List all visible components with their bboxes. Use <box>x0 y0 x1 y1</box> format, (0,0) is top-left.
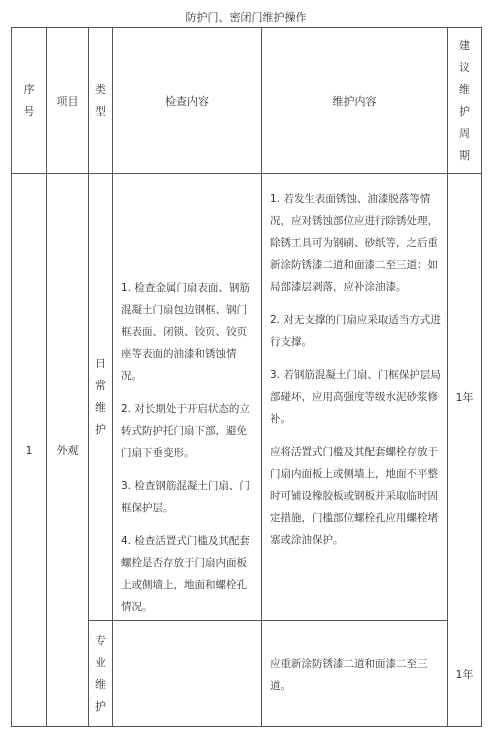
period-pro: 1年 <box>455 667 474 681</box>
maintain-item-4: 应将活置式门槛及其配套螺栓存放于门扇内面板上或侧墙上，地面不平整时可铺设橡胶板或钢板并采取临时固定措施，门槛部位螺栓孔应用螺栓堵塞或涂油保护。 <box>270 446 438 546</box>
header-check: 检查内容 <box>165 94 209 108</box>
maintain-item-3: 3. 若钢筋混凝土门扇、门框保护层局部碰坏，应用高强度等级水泥砂浆修补。 <box>270 369 441 425</box>
row-item: 外观 <box>56 444 79 457</box>
check-item-3: 3. 检查钢筋混凝土门扇、门框保护层。 <box>121 480 250 514</box>
header-period-line-6: 期 <box>459 148 470 162</box>
maintain-content-pro <box>262 621 447 726</box>
header-seq <box>12 28 46 173</box>
check-item-4: 4. 检查活置式门槛及其配套螺栓是否存放于门扇内面板上或侧墙上，地面和螺栓孔情况。 <box>121 535 250 613</box>
check-content <box>113 174 261 726</box>
type-pro-line-1: 专 <box>95 633 106 647</box>
col-line-6 <box>481 27 482 727</box>
row-seq: 1 <box>25 443 33 457</box>
type-daily-line-2: 常 <box>95 379 106 392</box>
header-type-line-1: 类 <box>95 82 106 96</box>
maintain-item-2: 2. 对无支撑的门扇应采取适当方式进行支撑。 <box>270 314 441 348</box>
period-daily: 1年 <box>455 391 474 404</box>
type-daily-line-4: 护 <box>95 423 106 436</box>
type-pro-line-4: 护 <box>95 699 106 713</box>
maintain-pro-text: 应重新涂防锈漆二道和面漆二至三道。 <box>270 658 428 692</box>
header-seq-line-2: 号 <box>23 104 35 118</box>
table-border-bottom <box>11 726 482 727</box>
header-maintain: 维护内容 <box>332 94 377 108</box>
header-period-line-2: 议 <box>459 60 470 74</box>
header-period-line-5: 周 <box>459 126 470 140</box>
check-item-1: 1. 检查金属门扇表面、钢筋混凝土门扇包边钢框、钢门框表面、闭锁、铰页、铰页座等表面的油漆和锈蚀情况。 <box>121 282 250 382</box>
header-period-line-3: 维 <box>459 82 470 96</box>
header-item: 项目 <box>56 94 79 108</box>
header-period-line-1: 建 <box>459 38 470 52</box>
type-pro-line-3: 维 <box>95 677 106 691</box>
maintenance-table <box>11 27 482 727</box>
type-pro-line-2: 业 <box>95 655 106 669</box>
header-period-line-4: 护 <box>459 104 470 118</box>
maintain-item-1: 1. 若发生表面锈蚀、油漆脱落等情况，应对锈蚀部位应进行除锈处理，除锈工具可为钢刷、砂纸等，之后重新涂防锈漆二道和面漆二至三道：如局部漆层剥落，应补涂油漆。 <box>270 193 438 293</box>
type-daily-line-1: 日 <box>95 357 106 370</box>
type-daily <box>89 174 112 620</box>
header-type <box>89 28 112 173</box>
type-pro <box>89 621 112 726</box>
page-title: 防护门、密闭门维护操作 <box>185 11 307 24</box>
header-seq-line-1: 序 <box>23 82 35 96</box>
check-item-2: 2. 对长期处于开启状态的立转式防护托门扇下部，避免门扇下垂变形。 <box>121 403 250 459</box>
maintain-content-daily <box>262 174 447 620</box>
header-period <box>448 28 481 173</box>
type-daily-line-3: 维 <box>95 401 106 414</box>
header-type-line-2: 型 <box>95 104 106 118</box>
